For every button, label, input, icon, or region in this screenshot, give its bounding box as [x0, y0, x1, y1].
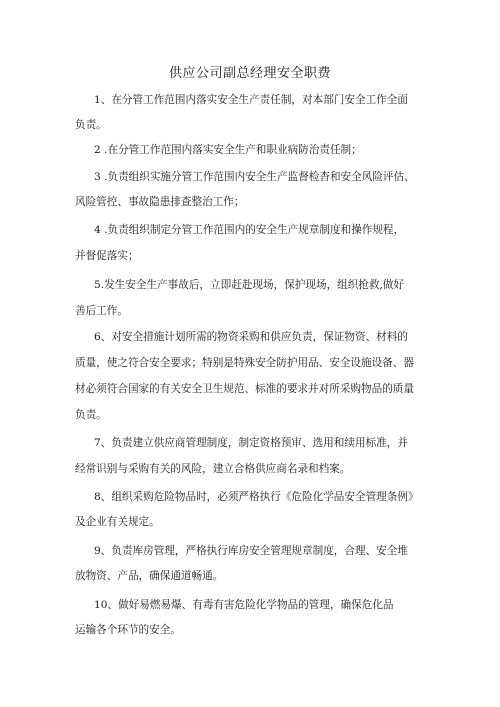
paragraph-line: 善后工作。: [75, 305, 128, 317]
paragraph-line: 8、组织采购危险物品时，必须严格执行《危险化学品安全管理条例》: [94, 491, 419, 503]
paragraph-line: 负责。: [75, 409, 107, 421]
paragraph-line: 负责。: [75, 119, 107, 131]
paragraph-line: 运输各个环节的安全。: [75, 624, 181, 636]
paragraph-line: 并督促落实；: [75, 250, 139, 262]
paragraph-line: 3 .负责组织实施分管工作范围内安全生产监督检杳和安全风险评估、: [94, 171, 415, 183]
paragraph-line: 质量，使之符合安全要求；特别是特殊安全防护用品、安全设施设备、器: [75, 357, 414, 369]
paragraph-line: 7、负责建立供应商管理制度，制定资格预审、选用和续用标准，并: [94, 437, 408, 449]
paragraph-line: 2 .在分管工作范围内落实安全生产和职业病防治责任制；: [94, 144, 362, 156]
paragraph-line: 10、做好易燃易爆、有毒有害危险化学物品的管理，确保危化品: [94, 599, 394, 611]
paragraph-line: 材必须符合国家的有关安全卫生规范、标准的要求并对所采购物品的质量: [75, 383, 414, 395]
paragraph-line: 6、对安全措施计划所需的物资采购和供应负责，保证物资、材料的: [94, 331, 408, 343]
paragraph-line: 1、在分管工作范围内落实安全生产责任制，对本部门安全工作全面: [94, 94, 408, 106]
paragraph-line: 5.发生安全生产事故后，立即赶赴现场，保护现场，组织抢救,做好: [94, 279, 405, 291]
paragraph-line: 9、负责库房管理，严格执行库房安全管理规章制度，合理、安全堆: [94, 545, 408, 557]
paragraph-line: 4 .负责组织制定分管工作范围内的安全生产规章制度和操作规程，: [94, 224, 405, 236]
paragraph-line: 经常识别与采购有关的风险，建立合格供应商名录和档案。: [75, 463, 351, 475]
paragraph-line: 及企业有关规定。: [75, 516, 160, 528]
paragraph-line: 风险管控、事故隐患排查整治工作；: [75, 196, 245, 208]
document-title: 供应公司副总经理安全职费: [168, 66, 331, 81]
paragraph-line: 放物资、产品，确保通道畅通。: [75, 570, 224, 582]
